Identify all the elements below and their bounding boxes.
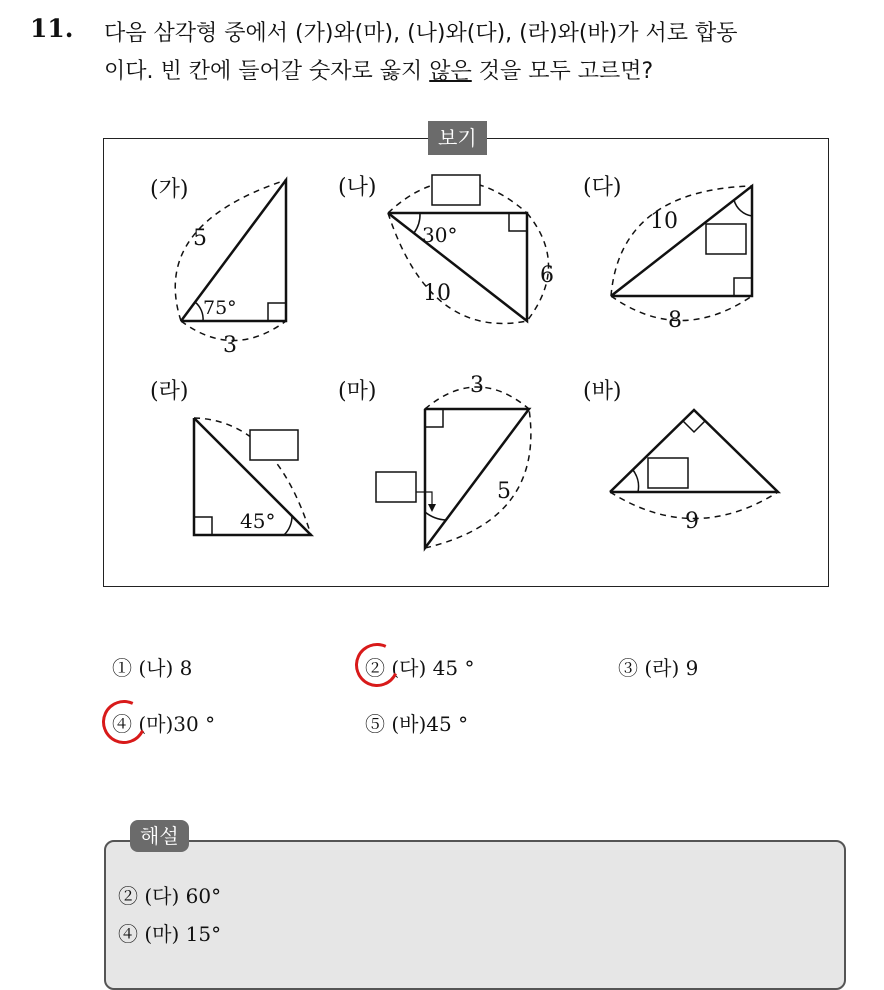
choice-2-text: (다) 45 ° [391, 656, 475, 680]
question-text-underlined: 않은 [429, 59, 472, 84]
blank-box-na [432, 175, 480, 205]
blank-box-ma [376, 472, 416, 502]
angle-arc-ba [633, 470, 639, 492]
right-angle-mark-na [509, 213, 527, 231]
choice-5-text: (바)45 ° [391, 712, 469, 736]
label-da-base: 8 [668, 308, 682, 333]
pointer-arrowhead-ma [428, 504, 436, 512]
angle-arc-ra [284, 516, 292, 535]
label-ra-angle: 45° [240, 509, 276, 533]
question-number: 11. [30, 14, 74, 43]
triangle-ma [425, 409, 529, 548]
choice-3-number: ③ [618, 656, 638, 680]
choice-4-number: ④ [112, 712, 132, 736]
label-ga-angle: 75° [203, 297, 237, 319]
right-angle-mark-ba [683, 421, 705, 432]
explanation-line-1: ② (다) 60° [118, 884, 222, 908]
label-ma-top: 3 [470, 373, 484, 398]
label-na-hyp: 10 [423, 281, 451, 306]
label-ga-side: 5 [193, 226, 207, 251]
right-angle-mark-ma [425, 409, 443, 427]
figure-name-ba: (바) [583, 379, 622, 404]
explanation-label: 해설 [130, 820, 189, 852]
angle-arc-ga [195, 302, 203, 321]
figure-name-ra: (라) [150, 379, 189, 404]
label-na-side: 6 [540, 263, 554, 288]
question-text-line1: 다음 삼각형 중에서 (가)와(마), (나)와(다), (라)와(바)가 서로 합동 [104, 21, 738, 46]
label-na-angle: 30° [422, 223, 458, 247]
choice-5-number: ⑤ [365, 712, 385, 736]
choice-3[interactable] [618, 652, 698, 681]
figure-name-ma: (마) [338, 379, 377, 404]
figure-name-ga: (가) [150, 177, 189, 202]
blank-box-da [706, 224, 746, 254]
explanation-box [104, 840, 846, 990]
choice-1-text: (나) 8 [138, 656, 193, 680]
blank-box-ba [648, 458, 688, 488]
label-ba-base: 9 [685, 509, 699, 534]
bogi-label: 보기 [428, 121, 487, 155]
triangle-na [388, 213, 527, 321]
choice-5[interactable] [365, 708, 468, 737]
right-angle-mark-ga [268, 303, 286, 321]
angle-arc-da [734, 200, 752, 216]
right-angle-mark-ra [194, 517, 212, 535]
question-text-post: 것을 모두 고르면? [471, 59, 654, 84]
choice-1-number: ① [112, 656, 132, 680]
choice-2-number: ② [365, 656, 385, 680]
angle-arc-na [414, 213, 420, 233]
choice-1[interactable] [112, 652, 192, 681]
label-ga-base: 3 [223, 333, 237, 358]
triangle-ba [610, 410, 778, 492]
choice-4-text: (마)30 ° [138, 712, 216, 736]
figure-name-na: (나) [338, 175, 377, 200]
explanation-line-2: ④ (마) 15° [118, 922, 222, 946]
right-angle-mark-da [734, 278, 752, 296]
angle-arc-ma [425, 512, 446, 520]
figure-name-da: (다) [583, 175, 622, 200]
label-da-hyp: 10 [650, 209, 678, 234]
label-ma-hyp: 5 [497, 479, 511, 504]
question-text-pre: 이다. 빈 칸에 들어갈 숫자로 옳지 [104, 59, 430, 84]
choice-3-text: (라) 9 [644, 656, 699, 680]
blank-box-ra [250, 430, 298, 460]
